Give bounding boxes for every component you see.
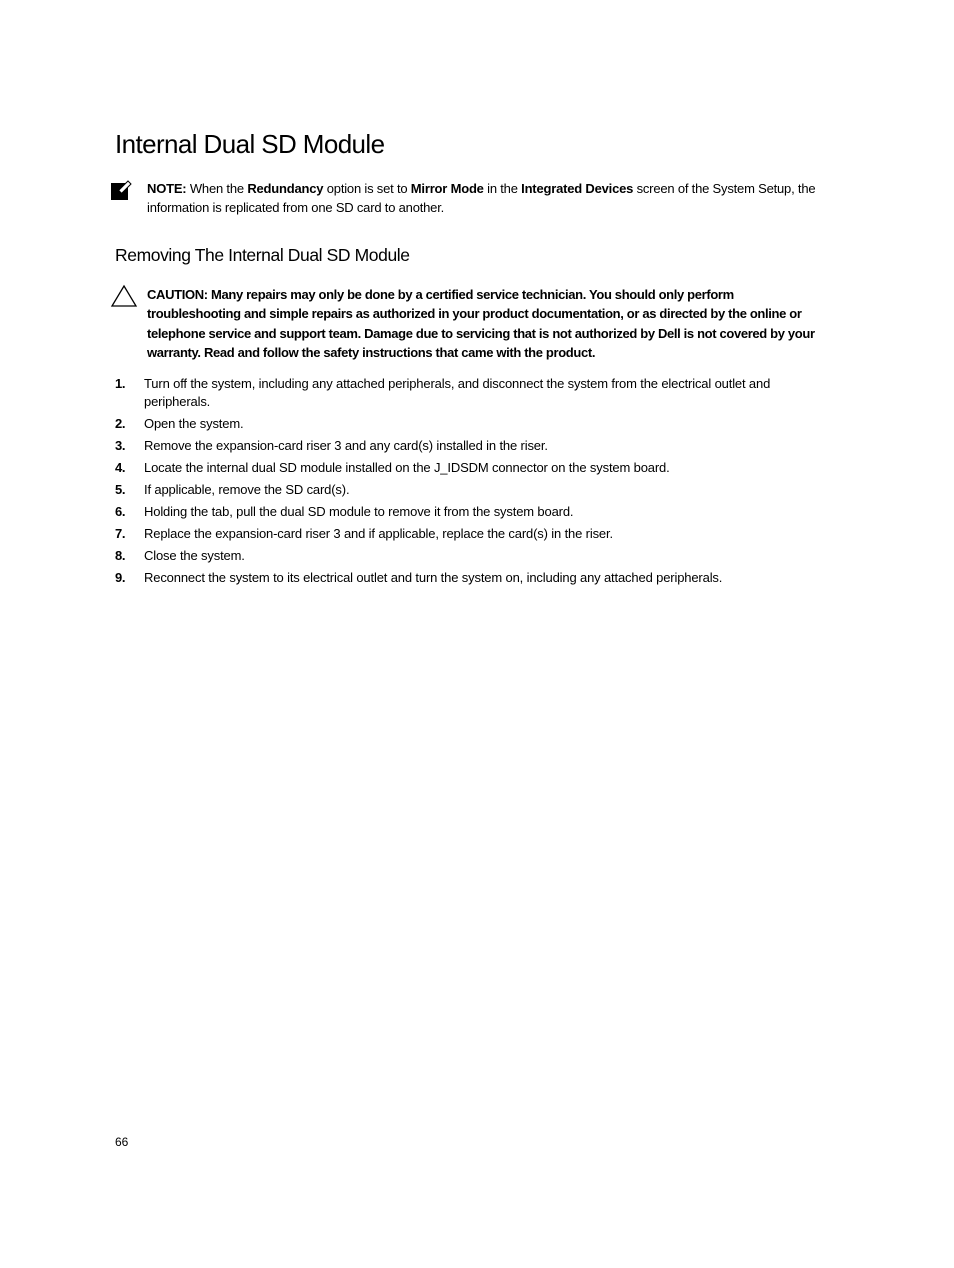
page-number: 66 bbox=[115, 1135, 129, 1149]
note-term-mirror-mode: Mirror Mode bbox=[410, 181, 484, 196]
step-text: If applicable, remove the SD card(s). bbox=[144, 482, 350, 497]
caution-text: CAUTION: Many repairs may only be done by a certified service technician. You should only perform troubleshooting and simple repairs as authorized in your product documentation, or as directed by the online or telephone service and support team. Damage due to servicing that is not authorized by Dell is not covered by your warranty. Read and follow the safety instructions that came with the product. bbox=[147, 287, 815, 360]
steps-list bbox=[115, 375, 815, 591]
step-number: 2. bbox=[115, 416, 126, 431]
list-item bbox=[115, 459, 815, 477]
note-text-part: in the bbox=[483, 181, 522, 196]
note-text-part: option is set to bbox=[323, 181, 411, 196]
step-number: 8. bbox=[115, 548, 126, 563]
section-title: Removing The Internal Dual SD Module bbox=[115, 245, 410, 265]
warning-triangle-icon bbox=[110, 284, 138, 308]
step-text: Reconnect the system to its electrical outlet and turn the system on, including any attached peripherals. bbox=[144, 570, 723, 585]
step-number: 6. bbox=[115, 504, 126, 519]
list-item bbox=[115, 547, 815, 565]
list-item bbox=[115, 375, 815, 411]
step-text: Turn off the system, including any attached peripherals, and disconnect the system from the electrical outlet and peripherals. bbox=[144, 376, 771, 409]
list-item bbox=[115, 415, 815, 433]
list-item bbox=[115, 437, 815, 455]
step-number: 5. bbox=[115, 482, 126, 497]
note-text-part: screen of the System Setup, the information is replicated from one SD card to another. bbox=[147, 181, 816, 215]
step-number: 4. bbox=[115, 460, 126, 475]
note-term-redundancy: Redundancy bbox=[247, 181, 324, 196]
step-number: 1. bbox=[115, 376, 126, 391]
list-item bbox=[115, 569, 815, 587]
note-text-part: When the bbox=[186, 181, 248, 196]
step-text: Close the system. bbox=[144, 548, 245, 563]
note-label: NOTE: bbox=[147, 181, 187, 196]
list-item bbox=[115, 525, 815, 543]
step-text: Locate the internal dual SD module installed on the J_IDSDM connector on the system board. bbox=[144, 460, 670, 475]
step-text: Replace the expansion-card riser 3 and if applicable, replace the card(s) in the riser. bbox=[144, 526, 613, 541]
step-number: 9. bbox=[115, 570, 126, 585]
list-item bbox=[115, 481, 815, 499]
pencil-note-icon bbox=[109, 178, 133, 202]
note-text bbox=[147, 179, 827, 217]
step-text: Remove the expansion-card riser 3 and any card(s) installed in the riser. bbox=[144, 438, 548, 453]
note-term-integrated-devices: Integrated Devices bbox=[521, 181, 634, 196]
step-text: Holding the tab, pull the dual SD module to remove it from the system board. bbox=[144, 504, 574, 519]
step-number: 3. bbox=[115, 438, 126, 453]
step-number: 7. bbox=[115, 526, 126, 541]
step-text: Open the system. bbox=[144, 416, 244, 431]
list-item bbox=[115, 503, 815, 521]
page-title: Internal Dual SD Module bbox=[115, 129, 385, 159]
